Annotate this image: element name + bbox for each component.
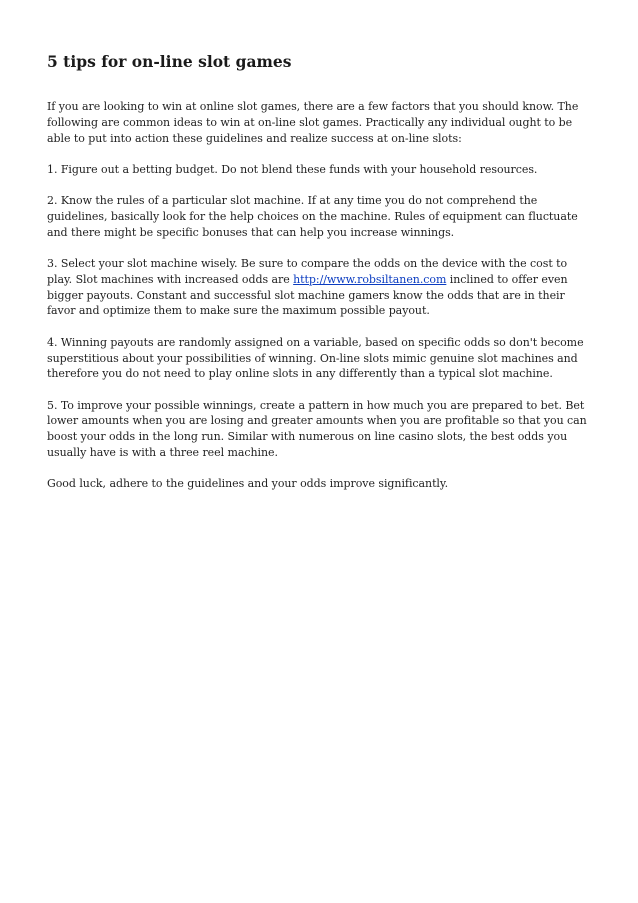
tip-2-paragraph: 2. Know the rules of a particular slot machine. If at any time you do not comprehend the guidelines, basically look for the help choices on the machine. Rules of equipment can fluctuate and there might be specific bonuses that can help you increase winnings. [47,194,578,239]
tip-4-paragraph: 4. Winning payouts are randomly assigned on a variable, based on specific odds so don't become superstitious about your possibilities of winning. On-line slots mimic genuine slot machines and therefore you do not need to play online slots in any differently than a typical slot machine. [47,335,584,381]
tip-5-paragraph: 5. To improve your possible winnings, create a pattern in how much you are prepared to bet. Bet lower amounts when you are losing and greater amounts when you are profitable so that you can boost your odds in the long run. Similar with numerous on line casino slots, the best odds you usually have is with a three reel machine. [47,398,587,460]
tip-3-text-after-link: inclined to offer even bigger payouts. Constant and successful slot machine gamers know the odds that are in their favor and optimize them to make sure the maximum possible payout. [47,272,568,318]
tip-3-paragraph [47,256,595,319]
robsiltanen-link[interactable]: http://www.robsiltanen.com [293,272,447,286]
document-page [47,52,595,508]
closing-paragraph: Good luck, adhere to the guidelines and your odds improve significantly. [47,477,449,491]
tip-3-text-before-link: 3. Select your slot machine wisely. Be sure to compare the odds on the device with the cost to play. Slot machines with increased odds are [47,257,568,286]
intro-paragraph: If you are looking to win at online slot games, there are a few factors that you should know. The following are common ideas to win at on-line slot games. Practically any individual ought to be able to put into action these guidelines and realize success at on-line slots: [47,100,579,145]
tip-1-paragraph: 1. Figure out a betting budget. Do not blend these funds with your household resources. [47,162,538,176]
page-title: 5 tips for on-line slot games [47,52,292,71]
